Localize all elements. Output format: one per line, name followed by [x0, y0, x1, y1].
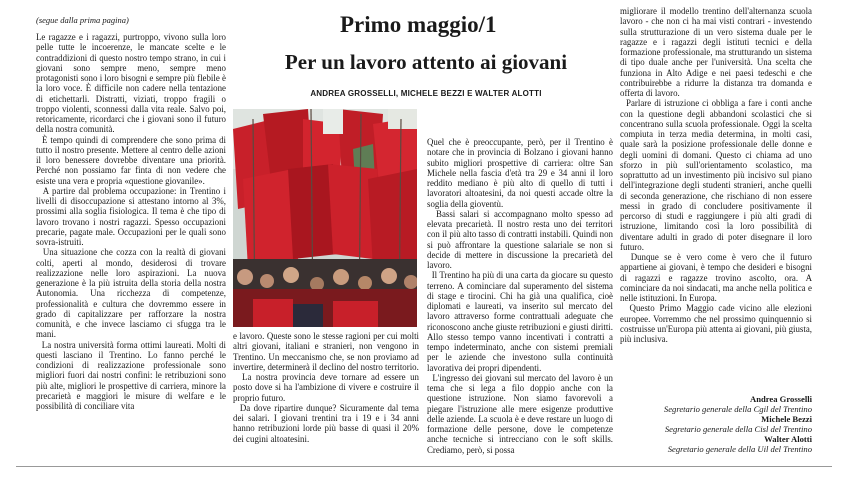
body-column-3: Quel che è preoccupante, però, per il Trentino è notare che in provincia di Bolzano i giovani hanno subito migliori prospettive di carriera: oltre San Michele nella fascia d'età tra 29 e 34 anni il loro reddito mediano è più alto di quello di tutti i lavoratori altoatesini, da noi questi accade oltre la soglia della gioventù. Bassi salari si accompagnano molto spesso ad elevata precarietà. Il nostro resta uno dei territori con il più alto tasso di contratti instabili. Quindi non si può affrontare la questione salariale se non si decide di mettere in discussione la precarietà del lavoro. Il Trentino ha più di una carta da giocare su questo terreno. A cominciare dal superamento del sistema di stage e tirocini. Chi ha già una qualifica, cioè diplomati e laureati, va inserito sul mercato del lavoro attraverso forme contrattuali adeguate che riconoscono anche giuste retribuzioni e giusti diritti. Allo stesso tempo vanno incentivati i contratti a tempo indeterminato, anche con sistemi premiali per le aziende che investono sulla continuità lavorativa dei propri dipendenti. L'ingresso dei giovani sul mercato del lavoro è un tema che si lega a filo doppio anche con la questione istruzione. Non siamo favorevoli a piegare l'istruzione alle mere esigenze produttive delle aziende. La scuola è e deve restare un luogo di formazione delle persone, dove le competenze anche tecniche si intrecciano con le soft skills. Crediamo, però, si possa [427, 137, 613, 455]
signature-name: Michele Bezzi [761, 414, 812, 424]
body-column-1: Le ragazze e i ragazzi, purtroppo, vivono sulla loro pelle tutte le incoerenze, le mancate scelte e le contraddizioni di questo nostro tempo strano, in cui i giovani sono sempre meno, sempre meno protagonisti sono i loro bisogni e sempre più flebile è la loro voce. È difficile non cadere nella tentazione di etichettarli. Distratti, viziati, troppo fragili o troppo violenti, sconnessi dalla vita reale. Salvo poi, retoricamente, ricordarci che i giovani sono il futuro della nostra comunità. È tempo quindi di comprendere che sono prima di tutto il nostro presente. Mettere al centro delle azioni il loro benessere dovrebbe diventare una priorità. Perché non possiamo far finta di non vedere che esiste una vera e propria «questione giovanile». A partire dal problema occupazione: in Trentino i livelli di disoccupazione si attestano intorno al 3%, prossimi alla soglia fisiologica. Il tema è che tipo di lavoro trovano i nostri ragazzi. Spesso occupazioni precarie, pagate male. Occupazioni per le quali sono sovra-istruiti. Una situazione che cozza con la realtà di giovani colti, aperti al mondo, desiderosi di trovare realizzazione nelle loro aspirazioni. La nuova generazione è la più istruita della storia della nostra Autonomia. Una ricchezza di competenze, professionalità e cultura che dovremmo essere in grado di capitalizzare per rafforzare la nostra comunità, e che invece lasciamo ci sfugga tra le mani. La nostra università forma ottimi laureati. Molti di questi lasciano il Trentino. Lo fanno perché le condizioni di realizzazione professionale sono migliori fuori dai nostri confini: le retribuzioni sono più alte, migliori le prospettive di carriera, minore la precarietà e maggiori le misure di welfare e le possibilità di conciliare vita [36, 32, 226, 411]
authors-line: ANDREA GROSSELLI, MICHELE BEZZI E WALTER ALOTTI [310, 89, 542, 98]
protest-photo [233, 109, 417, 327]
signature-name: Walter Alotti [764, 434, 812, 444]
signature-role: Segretario generale della Cisl del Trentino [664, 424, 812, 434]
section-rubric: Primo maggio/1 [340, 12, 497, 37]
flags-image [233, 109, 417, 327]
body-column-2: e lavoro. Queste sono le stesse ragioni per cui molti altri giovani, italiani e stranieri, non vengono in Trentino. Un meccanismo che, se non proviamo ad invertire, determinerà il declino del nostro territorio. La nostra provincia deve tornare ad essere un posto dove si ha l'ambizione di vivere e costruire il proprio futuro. Da dove ripartire dunque? Sicuramente dal tema dei salari. I giovani trentini tra i 19 e i 34 anni hanno retribuzioni lorde più basse di quasi il 20% dei cugini altoatesini. [233, 331, 419, 444]
page-bottom-rule [16, 466, 832, 467]
continuation-kicker: (segue dalla prima pagina) [36, 15, 129, 25]
signature-role: Segretario generale della Cgil del Trentino [663, 404, 812, 414]
signature-role: Segretario generale della Uil del Trentino [667, 444, 812, 454]
body-column-4: migliorare il modello trentino dell'alternanza scuola lavoro - che non ci ha mai visti contrari - investendo sulla strutturazione di un vero sistema duale per le ragazze e i ragazzi degli istituti tecnici e della formazione professionale, ma strutturando un sistema di tipo duale anche per l'università. Una scelta che funziona in Alto Adige e nei paesi tedeschi e che contribuirebbe a ridurre la distanza tra domanda e offerta di lavoro. Parlare di istruzione ci obbliga a fare i conti anche con la questione degli abbandoni scolastici che si concentrano sulla scuola professionale. Oggi la scelta compiuta in terza media determina, in molti casi, quale sarà la posizione professionale delle donne e degli uomini di domani. Questo ci chiama ad uno sforzo in più sull'orientamento scolastico, ma soprattutto ad un investimento più incisivo sul piano dell'integrazione degli studenti stranieri, anche quelli di seconda generazione, che rischiano di non essere messi in grado di concludere positivamente il percorso di studi e raggiungere i più alti gradi di istruzione, limitando così la loro possibilità di diventare adulti in grado di poter disegnare il loro futuro. Dunque se è vero come è vero che il futuro appartiene ai giovani, è tempo che desideri e bisogni di ragazzi e ragazze trovino ascolto, ora. A cominciare da noi sindacati, ma anche nella politica e nelle istituzioni. In Europa. Questo Primo Maggio cade vicino alle elezioni europee. Vorremmo che nel prossimo quinquennio si costruisse un'Europa più attenta ai giovani, più giusta, più inclusiva. [620, 6, 812, 344]
headline: Per un lavoro attento ai giovani [284, 50, 568, 74]
signature-name: Andrea Grosselli [750, 394, 812, 404]
